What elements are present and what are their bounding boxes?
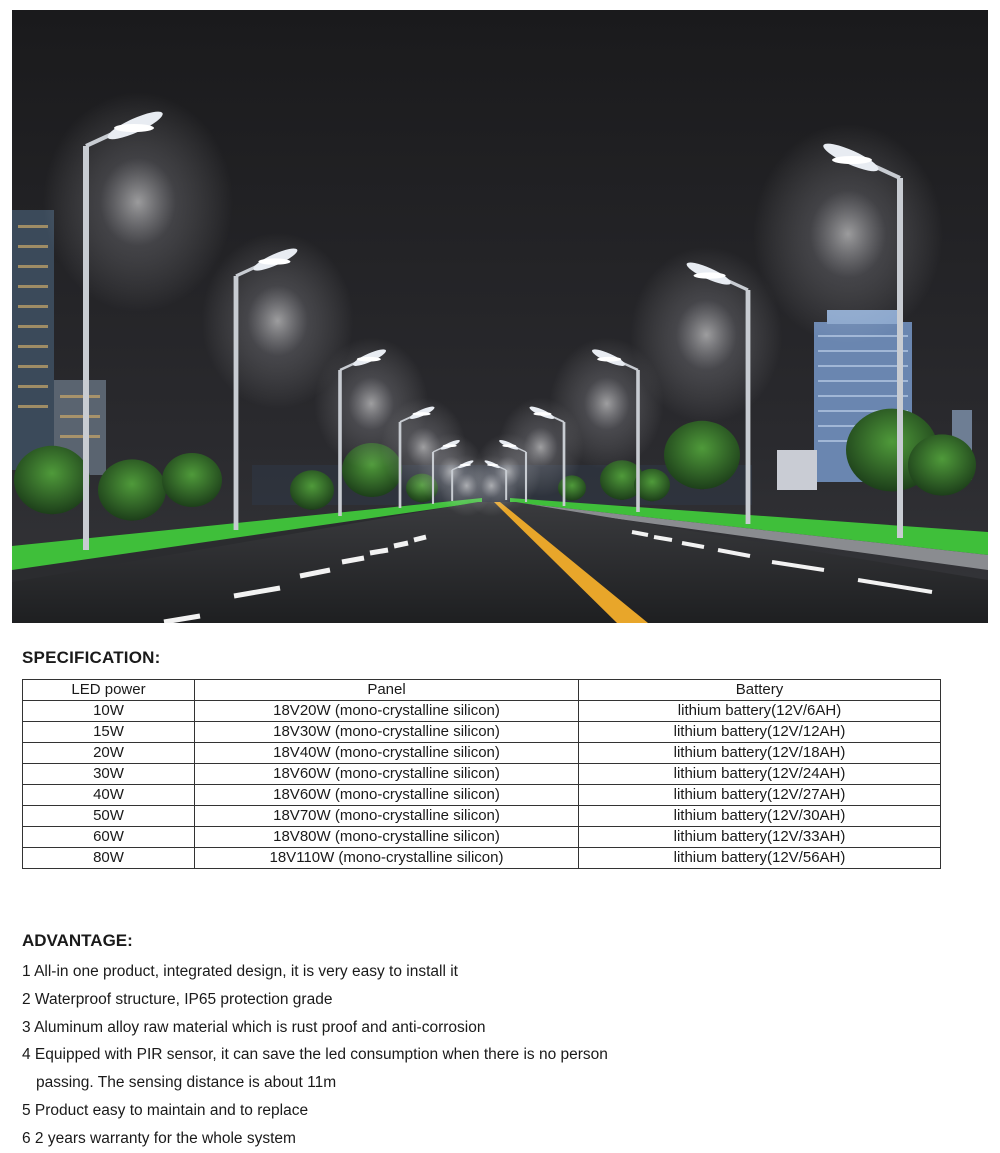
advantage-item: 4 Equipped with PIR sensor, it can save the led consumption when there is no person [22,1046,608,1064]
cell-battery: lithium battery(12V/18AH) [579,743,941,764]
specification-table [22,679,941,869]
table-row [23,764,941,785]
cell-panel: 18V40W (mono-crystalline silicon) [195,743,579,764]
table-row [23,806,941,827]
cell-battery: lithium battery(12V/56AH) [579,848,941,869]
cell-led-power: 10W [23,701,195,722]
table-header-row [23,680,941,701]
cell-panel: 18V60W (mono-crystalline silicon) [195,764,579,785]
cell-led-power: 60W [23,827,195,848]
advantage-item-continuation: passing. The sensing distance is about 11m [36,1074,337,1092]
cell-battery: lithium battery(12V/33AH) [579,827,941,848]
header-battery: Battery [579,680,941,701]
header-led-power: LED power [23,680,195,701]
cell-battery: lithium battery(12V/30AH) [579,806,941,827]
table-row [23,848,941,869]
cell-panel: 18V110W (mono-crystalline silicon) [195,848,579,869]
cell-panel: 18V30W (mono-crystalline silicon) [195,722,579,743]
cell-led-power: 50W [23,806,195,827]
table-row [23,785,941,806]
advantage-item: 6 2 years warranty for the whole system [22,1129,296,1147]
table-row [23,722,941,743]
table-row [23,701,941,722]
table-row [23,743,941,764]
cell-panel: 18V60W (mono-crystalline silicon) [195,785,579,806]
table-row [23,827,941,848]
cell-battery: lithium battery(12V/24AH) [579,764,941,785]
advantage-item: 3 Aluminum alloy raw material which is rust proof and anti-corrosion [22,1018,486,1036]
advantage-heading: ADVANTAGE: [22,931,133,950]
cell-battery: lithium battery(12V/6AH) [579,701,941,722]
specification-heading: SPECIFICATION: [22,648,161,667]
header-panel: Panel [195,680,579,701]
night-road-scene [12,10,988,623]
advantage-item: 1 All-in one product, integrated design, it is very easy to install it [22,963,458,980]
cell-panel: 18V70W (mono-crystalline silicon) [195,806,579,827]
advantage-list [22,958,608,1153]
cell-led-power: 30W [23,764,195,785]
cell-led-power: 80W [23,848,195,869]
cell-led-power: 20W [23,743,195,764]
advantage-item: 2 Waterproof structure, IP65 protection grade [22,990,333,1008]
street-light-photo [12,10,988,623]
cell-battery: lithium battery(12V/12AH) [579,722,941,743]
advantage-item: 5 Product easy to maintain and to replace [22,1101,309,1119]
cell-led-power: 40W [23,785,195,806]
cell-battery: lithium battery(12V/27AH) [579,785,941,806]
cell-panel: 18V20W (mono-crystalline silicon) [195,701,579,722]
cell-panel: 18V80W (mono-crystalline silicon) [195,827,579,848]
cell-led-power: 15W [23,722,195,743]
